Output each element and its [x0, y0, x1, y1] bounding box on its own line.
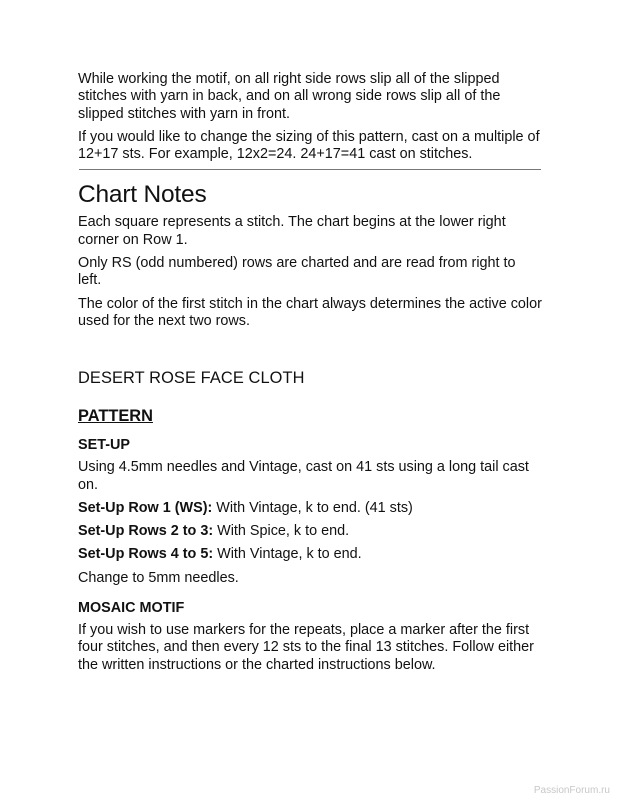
chart-note-1: Each square represents a stitch. The chart begins at the lower right corner on Row 1. — [78, 214, 506, 248]
setup-rows-4-5-text: With Vintage, k to end. — [213, 546, 362, 563]
setup-rows-2-3-text: With Spice, k to end. — [213, 523, 350, 540]
document-page — [78, 70, 542, 674]
chart-note-3: The color of the first stitch in the chart always determines the active color used for the next two rows. — [78, 295, 542, 329]
setup-rows-2-3-label: Set-Up Rows 2 to 3: — [78, 523, 214, 540]
mosaic-motif-instructions: If you wish to use markers for the repeats, place a marker after the first four stitches, and then every 12 sts to the final 13 stitches. Follow either the written instructions or the charted instructions below. — [78, 622, 534, 673]
setup-rows-4-5-label: Set-Up Rows 4 to 5: — [78, 546, 214, 563]
intro-paragraph-slip: While working the motif, on all right side rows slip all of the slipped stitches with yarn in back, and on all wrong side rows slip all of the slipped stitches with yarn in front. — [78, 71, 501, 122]
section-divider — [79, 169, 541, 170]
pattern-heading: PATTERN — [78, 407, 153, 426]
setup-rows-4-5 — [78, 546, 542, 563]
chart-notes-heading: Chart Notes — [78, 181, 207, 209]
pattern-title: DESERT ROSE FACE CLOTH — [78, 369, 305, 388]
setup-row-1-label: Set-Up Row 1 (WS): — [78, 499, 213, 516]
chart-note-2: Only RS (odd numbered) rows are charted and are read from right to left. — [78, 255, 516, 289]
setup-rows-2-3 — [78, 523, 542, 540]
needle-change: Change to 5mm needles. — [78, 569, 239, 586]
watermark: PassionForum.ru — [533, 785, 610, 796]
setup-instructions: Using 4.5mm needles and Vintage, cast on 41 sts using a long tail cast on. — [78, 459, 529, 493]
setup-heading: SET-UP — [78, 437, 130, 454]
setup-row-1-text: With Vintage, k to end. (41 sts) — [212, 499, 413, 516]
mosaic-motif-heading: MOSAIC MOTIF — [78, 600, 185, 617]
intro-paragraph-sizing: If you would like to change the sizing of this pattern, cast on a multiple of 12+17 sts. For example, 12x2=24. 24+17=41 cast on stitches. — [78, 128, 540, 163]
setup-row-1 — [78, 500, 542, 517]
